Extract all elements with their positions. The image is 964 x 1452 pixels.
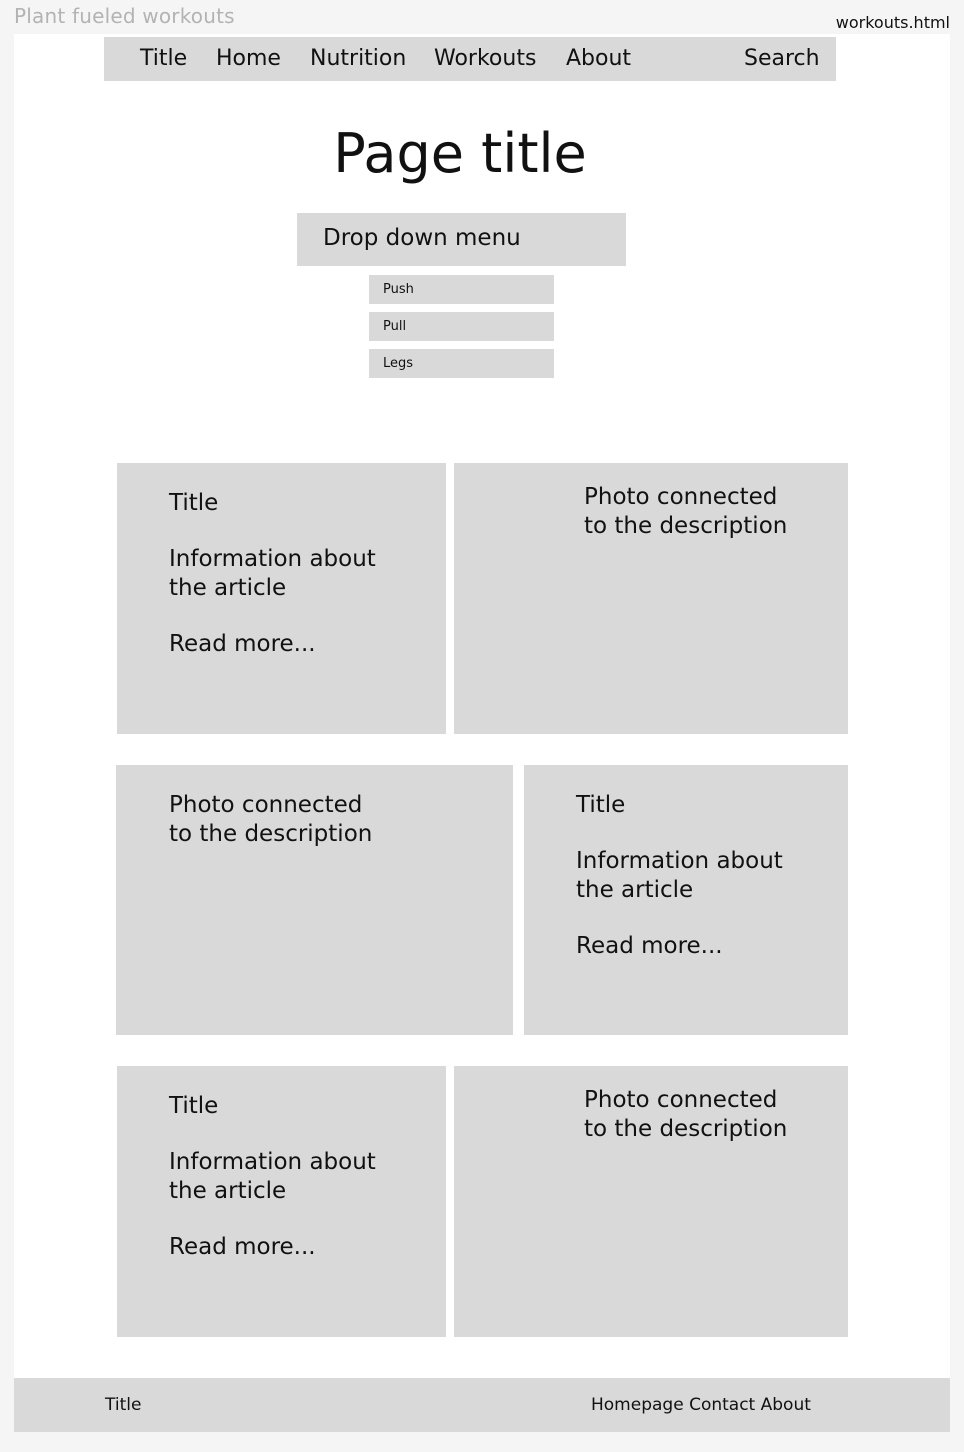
article-photo [116,765,513,1035]
article-info-line: Information about [576,848,783,874]
article-info-line: the article [169,1178,287,1204]
photo-caption [584,483,787,541]
dropdown-option-legs[interactable]: Legs [369,349,554,378]
footer-link-about[interactable]: About [760,1395,811,1415]
article-info-line: the article [169,575,287,601]
nav-item-nutrition[interactable]: Nutrition [310,46,407,71]
article-title: Title [169,1093,219,1119]
footer-link-contact[interactable]: Contact [689,1395,756,1415]
read-more-link[interactable]: Read more... [169,1234,316,1260]
nav-item-about[interactable]: About [566,46,632,71]
page-canvas [14,34,950,1432]
dropdown-label: Drop down menu [323,225,521,251]
dropdown-option-push[interactable]: Push [369,275,554,304]
article-info [169,545,376,603]
article-title: Title [576,792,626,818]
article-info [169,1148,376,1206]
photo-caption-line: Photo connected [584,1087,778,1113]
file-name-label: workouts.html [835,13,950,32]
article-text [169,1092,376,1262]
photo-caption [584,1086,787,1144]
article-card [524,765,848,1035]
dropdown-option-pull[interactable]: Pull [369,312,554,341]
read-more-link[interactable]: Read more... [576,933,723,959]
dropdown-menu[interactable] [297,213,626,266]
footer-links [591,1395,811,1415]
article-photo [454,463,848,734]
article-info-line: Information about [169,1149,376,1175]
article-text [576,791,783,961]
article-info [576,847,783,905]
article-info-line: Information about [169,546,376,572]
nav-bar [104,37,836,81]
article-card [117,1066,446,1337]
read-more-link[interactable]: Read more... [169,631,316,657]
article-text [169,489,376,659]
article-photo [454,1066,848,1337]
page-title: Page title [333,122,587,185]
nav-search[interactable]: Search [744,46,820,71]
photo-caption-line: Photo connected [584,484,778,510]
footer-title: Title [105,1395,142,1415]
article-card [117,463,446,734]
article-info-line: the article [576,877,694,903]
photo-caption-line: to the description [584,1116,788,1142]
nav-item-home[interactable]: Home [216,46,281,71]
photo-caption-line: Photo connected [169,792,363,818]
nav-item-workouts[interactable]: Workouts [434,46,537,71]
article-title: Title [169,490,219,516]
frame-label: Plant fueled workouts [14,4,235,28]
photo-caption-line: to the description [169,821,373,847]
footer-link-homepage[interactable]: Homepage [591,1395,684,1415]
nav-item-title[interactable]: Title [140,46,188,71]
footer [14,1378,950,1432]
photo-caption-line: to the description [584,513,788,539]
photo-caption [169,791,372,849]
